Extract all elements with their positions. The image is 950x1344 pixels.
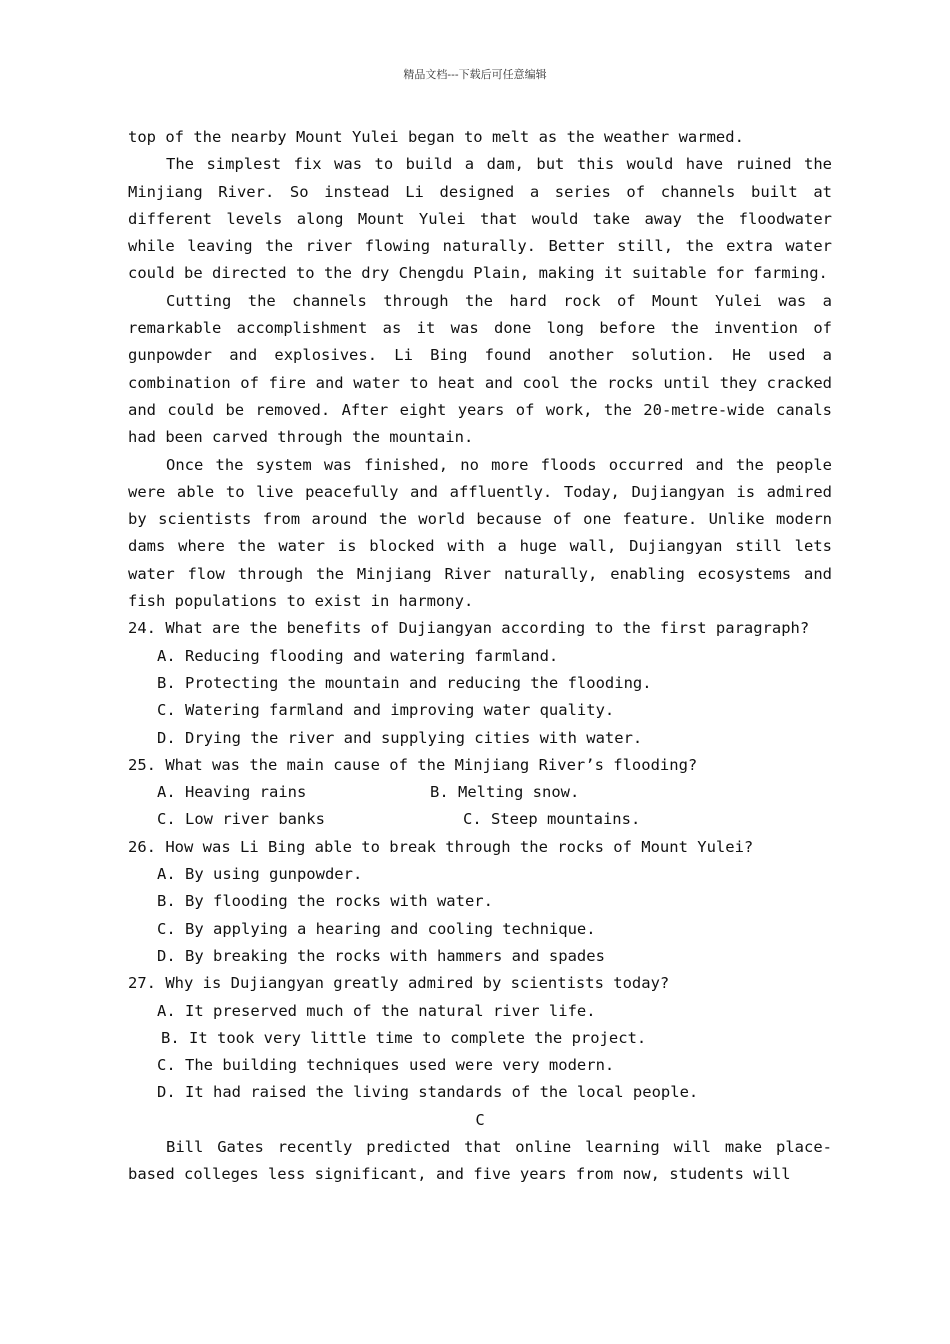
option-b: B. Melting snow.: [430, 783, 580, 802]
page-header: 精品文档---下载后可任意编辑: [403, 68, 547, 81]
question-24: [128, 615, 832, 751]
option-a: A. By using gunpowder.: [157, 865, 363, 884]
option-a: A. Heaving rains: [157, 783, 307, 802]
option-c: C. The building techniques used were very modern.: [157, 1056, 615, 1075]
section-label: C: [475, 1110, 485, 1129]
option-b: B. It took very little time to complete the project.: [161, 1028, 647, 1047]
option-d: D. By breaking the rocks with hammers and spades: [157, 946, 605, 965]
question-26: [128, 834, 832, 970]
question-25: [128, 752, 832, 834]
question-stem: 27. Why is Dujiangyan greatly admired by scientists today?: [128, 974, 670, 993]
option-d: C. Steep mountains.: [463, 810, 641, 829]
document-body: [128, 124, 832, 1189]
question-27: [128, 970, 832, 1106]
option-d: D. It had raised the living standards of the local people.: [157, 1083, 699, 1102]
option-c: C. Watering farmland and improving water quality.: [157, 701, 615, 720]
option-d: D. Drying the river and supplying cities with water.: [157, 728, 643, 747]
option-c: C. Low river banks: [157, 810, 325, 829]
option-b: B. Protecting the mountain and reducing the flooding.: [157, 673, 652, 692]
option-a: A. It preserved much of the natural river life.: [157, 1001, 596, 1020]
option-a: A. Reducing flooding and watering farmland.: [157, 646, 559, 665]
passage-paragraph: The simplest fix was to build a dam, but this would have ruined the Minjiang River. So instead Li designed a series of channels built at different levels along Mount Yulei that would take away the floodwater while leaving the river flowing naturally. Better still, the extra water could be directed to the dry Chengdu Plain, making it suitable for farming.: [128, 155, 832, 283]
option-c: C. By applying a hearing and cooling technique.: [157, 919, 596, 938]
passage-paragraph: Once the system was finished, no more floods occurred and the people were able to live peacefully and affluently. Today, Dujiangyan is admired by scientists from around the world because of one feature. Unlike modern dams where the water is blocked with a huge wall, Dujiangyan still lets water flow through the Minjiang River naturally, enabling ecosystems and fish populations to exist in harmony.: [128, 455, 832, 611]
passage-paragraph: Cutting the channels through the hard rock of Mount Yulei was a remarkable accomplishment as it was done long before the invention of gunpowder and explosives. Li Bing found another solution. He used a combination of fire and water to heat and cool the rocks until they cracked and could be removed. After eight years of work, the 20-metre-wide canals had been carved through the mountain.: [128, 291, 832, 447]
question-stem: 24. What are the benefits of Dujiangyan according to the first paragraph?: [128, 619, 810, 638]
question-stem: 25. What was the main cause of the Minjiang River’s flooding?: [128, 755, 698, 774]
question-stem: 26. How was Li Bing able to break through the rocks of Mount Yulei?: [128, 837, 754, 856]
option-b: B. By flooding the rocks with water.: [157, 892, 493, 911]
passage-paragraph: top of the nearby Mount Yulei began to melt as the weather warmed.: [128, 128, 744, 146]
passage-paragraph: Bill Gates recently predicted that online learning will make place-based colleges less significant, and five years from now, students will: [128, 1137, 832, 1184]
